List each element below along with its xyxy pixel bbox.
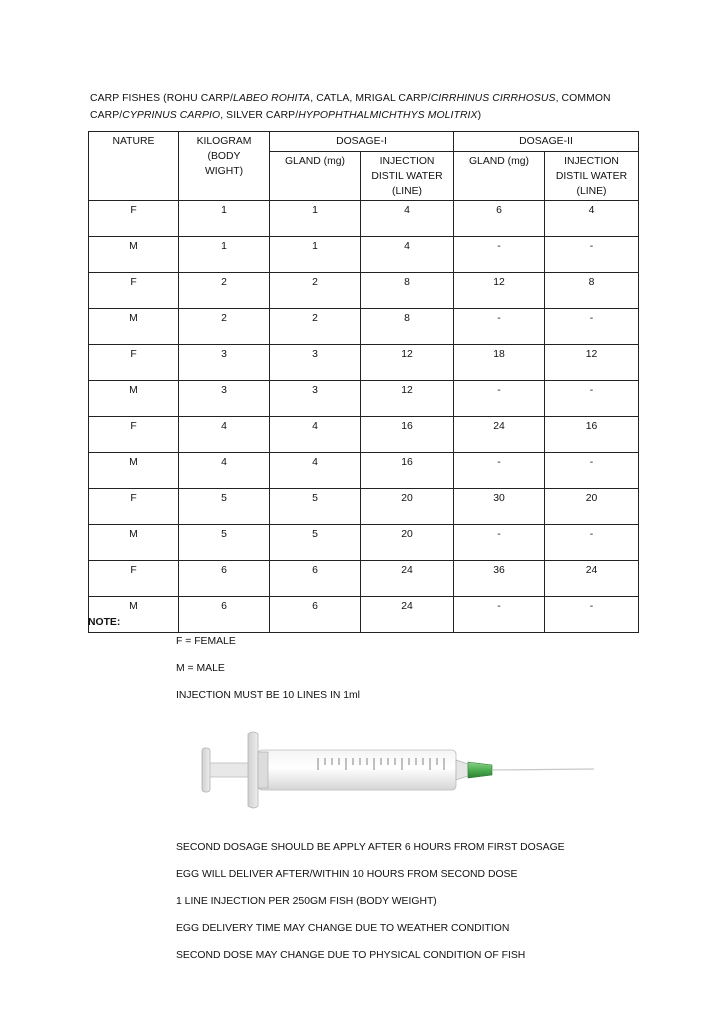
cell-injection-1: 16 (361, 453, 454, 489)
table-row (89, 345, 639, 381)
cell-gland-1: 6 (270, 597, 361, 633)
table-row (89, 309, 639, 345)
cell-nature: M (89, 309, 179, 345)
cell-kilogram: 2 (179, 309, 270, 345)
cell-nature: F (89, 345, 179, 381)
cell-injection-1: 20 (361, 525, 454, 561)
cell-kilogram: 3 (179, 345, 270, 381)
cell-injection-2: 24 (545, 561, 639, 597)
cell-kilogram: 3 (179, 381, 270, 417)
table-row (89, 489, 639, 525)
instruction-1: SECOND DOSAGE SHOULD BE APPLY AFTER 6 HOURS FROM FIRST DOSAGE (176, 842, 565, 853)
heading-text-3: , COMMON CARP/ (90, 93, 611, 121)
cell-gland-2: - (454, 381, 545, 417)
table-row (89, 561, 639, 597)
cell-injection-1: 24 (361, 561, 454, 597)
cell-nature: M (89, 237, 179, 273)
heading-species-3: CYPRINUS CARPIO (122, 110, 221, 121)
instruction-2: EGG WILL DELIVER AFTER/WITHIN 10 HOURS FROM SECOND DOSE (176, 869, 518, 880)
cell-injection-1: 24 (361, 597, 454, 633)
table-row (89, 597, 639, 633)
table-row (89, 237, 639, 273)
header-injection-1-text: INJECTION DISTIL WATER (LINE) (371, 156, 443, 197)
cell-gland-1: 2 (270, 309, 361, 345)
cell-nature: F (89, 273, 179, 309)
heading-species-1: LABEO ROHITA (232, 93, 311, 104)
cell-gland-1: 1 (270, 237, 361, 273)
cell-gland-1: 3 (270, 345, 361, 381)
cell-injection-2: - (545, 597, 639, 633)
header-gland-1: GLAND (mg) (270, 152, 361, 201)
table-body (89, 201, 639, 633)
header-gland-2: GLAND (mg) (454, 152, 545, 201)
table-row (89, 201, 639, 237)
header-nature: NATURE (89, 132, 179, 201)
header-injection-1 (361, 152, 454, 201)
cell-kilogram: 4 (179, 453, 270, 489)
cell-injection-1: 4 (361, 201, 454, 237)
cell-injection-2: 4 (545, 201, 639, 237)
table-row (89, 525, 639, 561)
table-row (89, 417, 639, 453)
cell-gland-2: - (454, 309, 545, 345)
cell-kilogram: 2 (179, 273, 270, 309)
cell-nature: M (89, 453, 179, 489)
cell-injection-2: - (545, 453, 639, 489)
heading-text-5: ) (477, 110, 482, 121)
cell-gland-2: 12 (454, 273, 545, 309)
cell-gland-2: - (454, 237, 545, 273)
table-row (89, 381, 639, 417)
cell-gland-2: - (454, 525, 545, 561)
note-male: M = MALE (176, 663, 225, 674)
cell-kilogram: 4 (179, 417, 270, 453)
header-injection-2-text: INJECTION DISTIL WATER (LINE) (555, 156, 628, 197)
cell-nature: F (89, 489, 179, 525)
cell-nature: F (89, 417, 179, 453)
instruction-3: 1 LINE INJECTION PER 250GM FISH (BODY WEIGHT) (176, 896, 437, 907)
cell-injection-1: 20 (361, 489, 454, 525)
header-dosage-2: DOSAGE-II (454, 132, 639, 152)
heading-text-4: , SILVER CARP/ (220, 110, 299, 121)
cell-nature: F (89, 561, 179, 597)
cell-gland-2: - (454, 453, 545, 489)
cell-gland-1: 3 (270, 381, 361, 417)
cell-injection-1: 8 (361, 273, 454, 309)
table-row (89, 273, 639, 309)
cell-injection-2: - (545, 525, 639, 561)
dosage-table (88, 131, 639, 633)
header-injection-2 (545, 152, 639, 201)
cell-injection-2: - (545, 309, 639, 345)
instruction-5: SECOND DOSE MAY CHANGE DUE TO PHYSICAL CONDITION OF FISH (176, 950, 526, 961)
heading-species-4: HYPOPHTHALMICHTHYS MOLITRIX (298, 110, 478, 121)
document-heading (90, 90, 650, 124)
cell-kilogram: 1 (179, 237, 270, 273)
table-row (89, 453, 639, 489)
cell-gland-2: 24 (454, 417, 545, 453)
cell-kilogram: 6 (179, 597, 270, 633)
cell-injection-1: 12 (361, 381, 454, 417)
cell-gland-1: 4 (270, 453, 361, 489)
cell-injection-1: 16 (361, 417, 454, 453)
heading-text-1: CARP FISHES (ROHU CARP/ (90, 93, 233, 104)
cell-nature: M (89, 525, 179, 561)
note-female: F = FEMALE (176, 636, 236, 647)
table-header-row (89, 132, 639, 152)
cell-nature: F (89, 201, 179, 237)
cell-gland-2: 30 (454, 489, 545, 525)
cell-injection-2: - (545, 237, 639, 273)
cell-nature: M (89, 597, 179, 633)
header-dosage-1: DOSAGE-I (270, 132, 454, 152)
syringe-icon (196, 720, 596, 820)
cell-injection-1: 12 (361, 345, 454, 381)
header-kilogram (179, 132, 270, 201)
heading-text-2: , CATLA, MRIGAL CARP/ (310, 93, 431, 104)
cell-gland-1: 4 (270, 417, 361, 453)
cell-gland-2: 18 (454, 345, 545, 381)
note-injection: INJECTION MUST BE 10 LINES IN 1ml (176, 690, 360, 701)
cell-kilogram: 5 (179, 489, 270, 525)
cell-gland-1: 1 (270, 201, 361, 237)
cell-gland-2: 6 (454, 201, 545, 237)
cell-injection-2: 16 (545, 417, 639, 453)
cell-injection-2: 8 (545, 273, 639, 309)
cell-gland-2: - (454, 597, 545, 633)
cell-kilogram: 6 (179, 561, 270, 597)
cell-kilogram: 5 (179, 525, 270, 561)
cell-gland-1: 5 (270, 489, 361, 525)
heading-species-2: CIRRHINUS CIRRHOSUS (430, 93, 556, 104)
instruction-4: EGG DELIVERY TIME MAY CHANGE DUE TO WEATHER CONDITION (176, 923, 510, 934)
cell-gland-1: 2 (270, 273, 361, 309)
cell-kilogram: 1 (179, 201, 270, 237)
cell-nature: M (89, 381, 179, 417)
note-label: NOTE: (88, 617, 121, 628)
cell-gland-1: 6 (270, 561, 361, 597)
cell-injection-1: 8 (361, 309, 454, 345)
cell-gland-2: 36 (454, 561, 545, 597)
header-kilogram-text: KILOGRAM (BODY WIGHT) (196, 136, 252, 177)
cell-injection-2: - (545, 381, 639, 417)
cell-gland-1: 5 (270, 525, 361, 561)
cell-injection-2: 20 (545, 489, 639, 525)
cell-injection-1: 4 (361, 237, 454, 273)
cell-injection-2: 12 (545, 345, 639, 381)
